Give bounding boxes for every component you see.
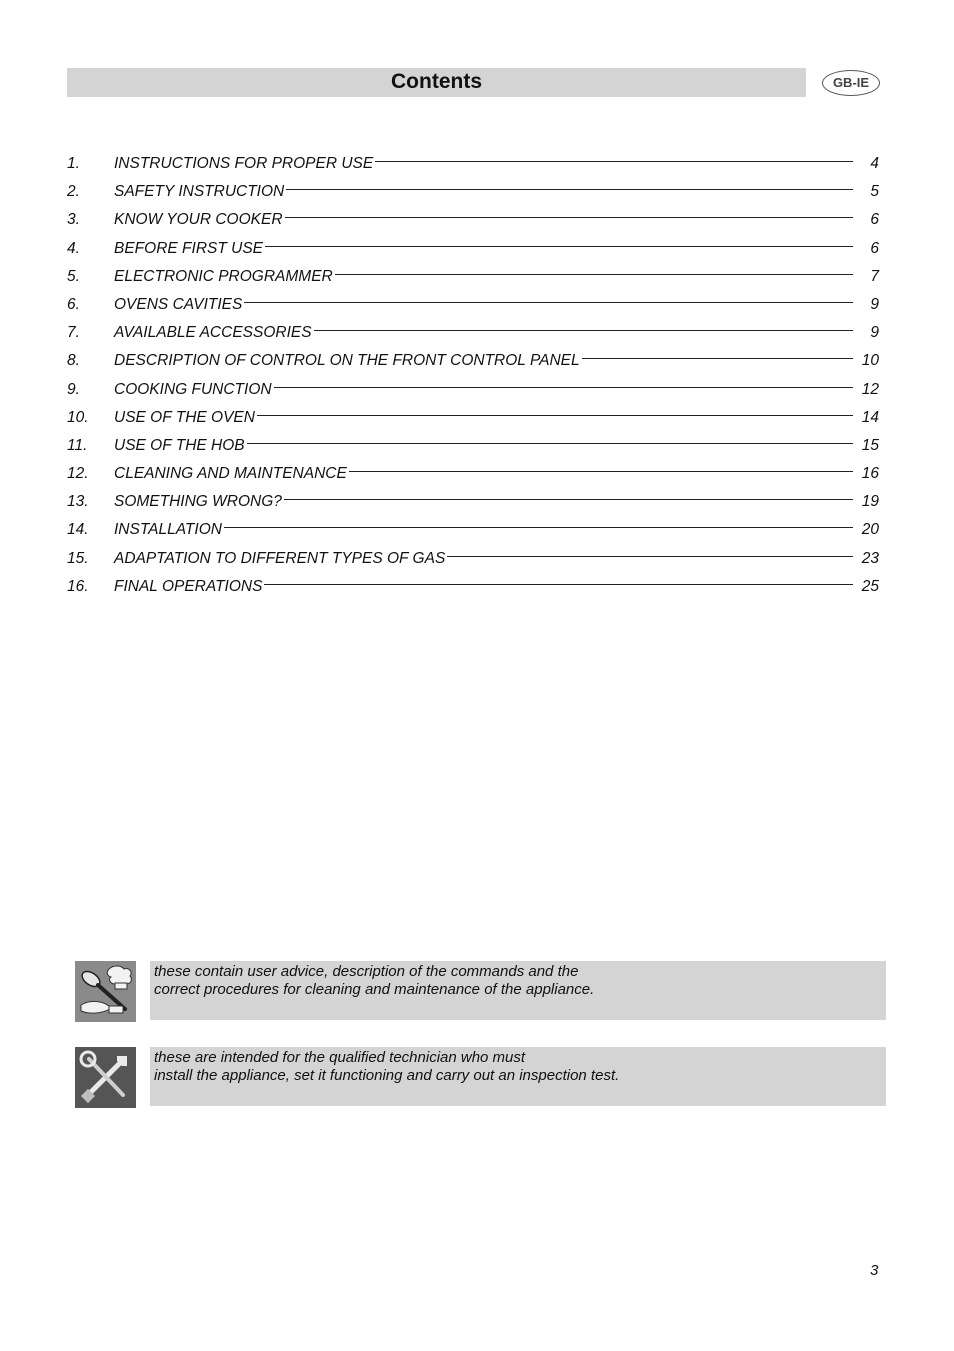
toc-page: 10 [861,352,879,370]
toc-title: COOKING FUNCTION [114,380,272,398]
toc-title: INSTALLATION [114,521,222,539]
toc-title: ADAPTATION TO DIFFERENT TYPES OF GAS [114,549,446,567]
toc-page: 6 [870,239,879,257]
toc-page: 4 [870,155,879,172]
toc-leader [257,415,853,416]
toc-row[interactable] [67,263,879,291]
toc-leader [286,189,853,190]
toc-page: 19 [861,493,879,511]
toc-number: 9. [67,380,80,398]
table-of-contents [67,150,879,601]
toc-page: 5 [870,183,879,201]
page-title: Contents [391,70,482,93]
toc-page: 9 [870,324,879,342]
toc-row[interactable] [67,319,879,347]
toc-row[interactable] [67,488,879,516]
toc-leader [335,274,853,275]
toc-row[interactable] [67,516,879,544]
toc-number: 12. [67,465,89,483]
toc-leader [247,443,853,444]
toc-number: 10. [67,408,89,426]
technician-note-panel [150,1047,886,1106]
title-bar [67,68,806,97]
language-badge: GB-IE [822,70,880,96]
toc-leader [265,246,853,247]
page-number: 3 [870,1262,879,1279]
toc-leader [285,217,853,218]
chef-spoon-icon [75,961,136,1022]
toc-title: FINAL OPERATIONS [114,577,263,595]
toc-number: 1. [67,155,80,172]
toc-page: 15 [861,436,879,454]
toc-number: 6. [67,295,80,313]
toc-row[interactable] [67,573,879,601]
toc-number: 3. [67,211,80,229]
toc-page: 20 [861,521,879,539]
toc-number: 16. [67,577,89,595]
toc-row[interactable] [67,460,879,488]
toc-row[interactable] [67,347,879,375]
user-note-panel [150,961,886,1020]
toc-title: INSTRUCTIONS FOR PROPER USE [114,155,374,172]
toc-number: 8. [67,352,80,370]
technician-note-line1: these are intended for the qualified technician who must [154,1049,526,1066]
toc-number: 4. [67,239,80,257]
toc-title: KNOW YOUR COOKER [114,211,283,229]
toc-leader [582,358,853,359]
toc-row[interactable] [67,376,879,404]
toc-page: 7 [870,267,879,285]
toc-page: 25 [861,577,879,595]
toc-title: USE OF THE HOB [114,436,245,454]
toc-title: BEFORE FIRST USE [114,239,263,257]
technician-note-line2: install the appliance, set it functioning and carry out an inspection test. [154,1067,620,1084]
toc-row[interactable] [67,150,879,178]
toc-leader [274,387,853,388]
toc-page: 6 [870,211,879,229]
toc-title: USE OF THE OVEN [114,408,255,426]
toc-leader [375,161,853,162]
toc-title: SOMETHING WRONG? [114,493,282,511]
toc-number: 15. [67,549,89,567]
toc-page: 9 [870,295,879,313]
toc-title: CLEANING AND MAINTENANCE [114,465,347,483]
toc-row[interactable] [67,206,879,234]
toc-leader [349,471,853,472]
tools-icon [75,1047,136,1108]
toc-leader [244,302,853,303]
toc-row[interactable] [67,178,879,206]
toc-page: 16 [861,465,879,483]
toc-page: 12 [861,380,879,398]
toc-page: 23 [861,549,879,567]
toc-row[interactable] [67,235,879,263]
toc-leader [264,584,853,585]
toc-number: 2. [67,183,80,201]
toc-number: 7. [67,324,80,342]
toc-row[interactable] [67,291,879,319]
toc-leader [447,556,853,557]
toc-leader [284,499,853,500]
user-note-line2: correct procedures for cleaning and maintenance of the appliance. [154,981,595,998]
toc-row[interactable] [67,545,879,573]
toc-leader [224,527,853,528]
toc-leader [314,330,853,331]
toc-title: DESCRIPTION OF CONTROL ON THE FRONT CONTROL PANEL [114,352,580,370]
toc-row[interactable] [67,404,879,432]
toc-title: SAFETY INSTRUCTION [114,183,285,201]
toc-number: 11. [67,436,88,454]
toc-page: 14 [861,408,879,426]
toc-row[interactable] [67,432,879,460]
toc-title: AVAILABLE ACCESSORIES [114,324,312,342]
user-note-line1: these contain user advice, description of the commands and the [154,963,579,980]
toc-number: 13. [67,493,89,511]
toc-title: OVENS CAVITIES [114,295,243,313]
toc-title: ELECTRONIC PROGRAMMER [114,267,333,285]
toc-number: 14. [67,521,89,539]
toc-number: 5. [67,267,80,285]
